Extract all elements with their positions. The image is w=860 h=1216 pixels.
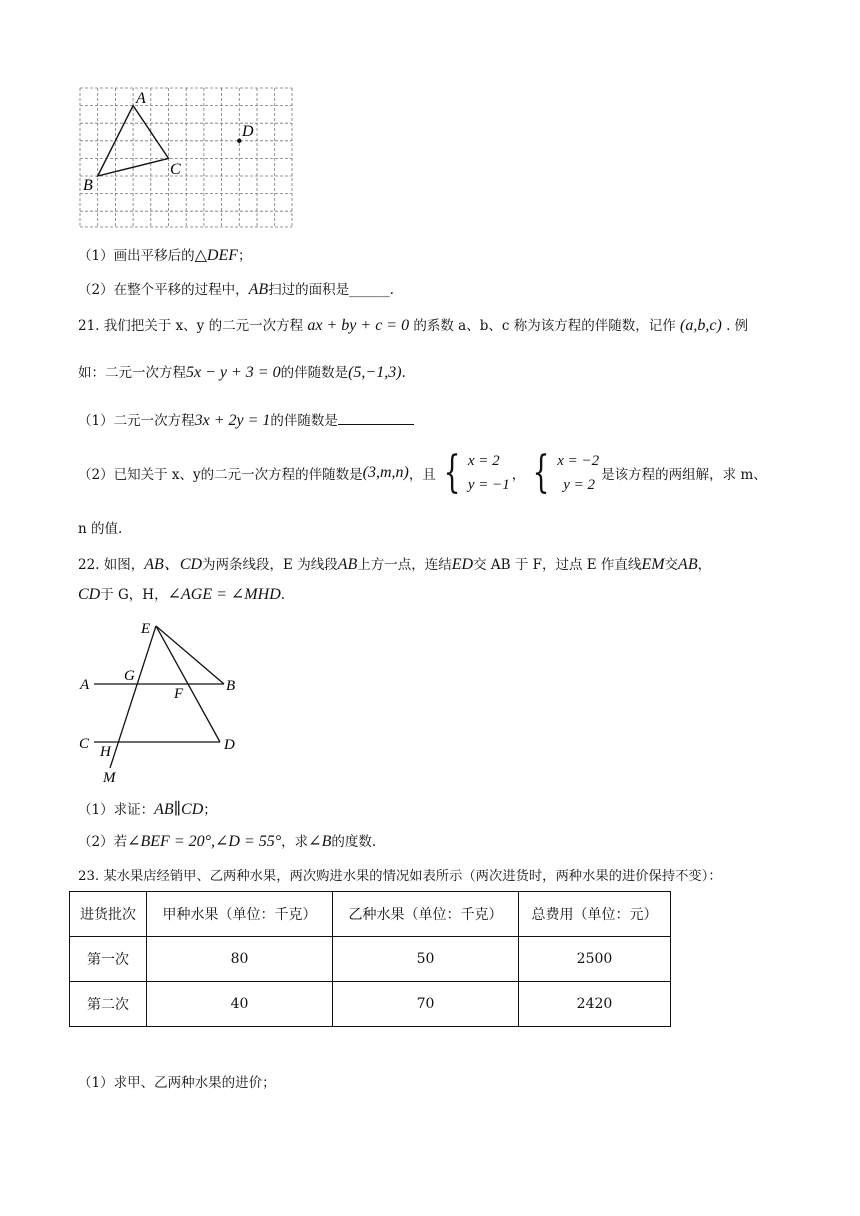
q21-part1: （1）二元一次方程3x + 2y = 1的伴随数是 (78, 409, 414, 430)
label-g: G (124, 668, 135, 684)
q21-line2: 如：二元一次方程5x − y + 3 = 0的伴随数是(5,−1,3). (78, 364, 406, 381)
table-header: 总费用（单位：元） (519, 892, 671, 937)
label-e: E (141, 621, 151, 637)
table-cell: 80 (147, 937, 333, 982)
table-cell: 第二次 (70, 982, 147, 1027)
label-c: C (170, 161, 181, 178)
table-row (70, 982, 671, 1027)
table-cell: 40 (147, 982, 333, 1027)
q22-part1: （1）求证：AB∥CD； (78, 801, 217, 818)
q21-line1: 21. 我们把关于 x、y 的二元一次方程 ax + by + c = 0 的系数 a、b、c 称为该方程的伴随数，记作 (a,b,c) . 例 (78, 317, 749, 334)
label-d: D (224, 737, 235, 753)
table-header: 甲种水果（单位：千克） (147, 892, 333, 937)
equation-system-1: { x = 2 y = −1 (443, 447, 510, 498)
q23-part1: （1）求甲、乙两种水果的进价； (78, 1075, 276, 1091)
table-cell: 第一次 (70, 937, 147, 982)
equation-system-2: { x = −2 y = 2 (532, 447, 600, 498)
q23-intro: 23. 某水果店经销甲、乙两种水果，两次购进水果的情况如表所示（两次进货时，两种水果的进价保持不变）： (78, 869, 722, 884)
purchase-table (69, 891, 671, 1027)
table-cell: 2420 (519, 982, 671, 1027)
label-a: A (80, 677, 90, 693)
table-cell: 2500 (519, 937, 671, 982)
label-h: H (100, 744, 111, 760)
answer-blank (338, 412, 414, 425)
grid-figure (78, 86, 296, 230)
table-row (70, 937, 671, 982)
label-b: B (226, 678, 236, 694)
label-d: D (242, 123, 254, 140)
label-b: B (83, 177, 93, 194)
q22-part2: （2）若∠BEF = 20°,∠D = 55°，求∠B的度数. (78, 833, 377, 850)
parallel-lines-figure (72, 614, 252, 786)
table-cell: 70 (333, 982, 519, 1027)
q21-part2: （2）已知关于 x、y的二元一次方程的伴随数是 (3,m,n) ，且 { x = 2 y = −1 ， { x = −2 y = 2 是该方程的两组解，求 m、 (78, 447, 767, 498)
q22-line2: CD于 G，H，∠AGE = ∠MHD. (78, 586, 286, 603)
table-header-row (70, 892, 671, 937)
label-c: C (79, 736, 90, 752)
q21-part2-cont: n 的值. (78, 521, 123, 537)
q20-part1: （1）画出平移后的△DEF； (78, 247, 252, 264)
table-header: 进货批次 (70, 892, 147, 937)
table-cell: 50 (333, 937, 519, 982)
point-d (237, 139, 241, 143)
label-f: F (174, 686, 184, 702)
table-header: 乙种水果（单位：千克） (333, 892, 519, 937)
label-a: A (136, 90, 146, 107)
q20-part2: （2）在整个平移的过程中，AB扫过的面积是______. (78, 281, 394, 298)
label-m: M (103, 770, 116, 786)
q22-line1: 22. 如图，AB、CD为两条线段，E 为线段AB上方一点，连结ED交 AB 于 F，过点 E 作直线EM交AB， (78, 556, 712, 573)
